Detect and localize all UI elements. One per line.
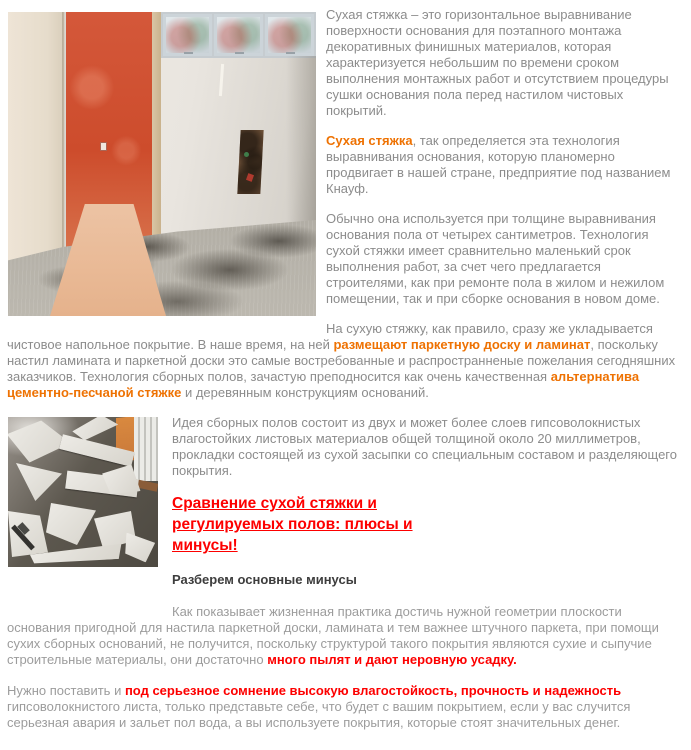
photo-cabinet-door xyxy=(265,14,314,56)
photo-board-shard xyxy=(16,463,62,501)
photo-hole-debris xyxy=(244,152,249,157)
article-section-intro xyxy=(7,7,684,415)
paragraph-minus-moisture xyxy=(7,683,684,731)
photo-door-jamb xyxy=(152,12,161,270)
broken-gypsum-boards-photo xyxy=(8,417,158,567)
text-segment: альтернатива цементно-песчаной стяжке xyxy=(7,369,640,400)
text-segment: под серьезное сомнение высокую влагостойкость, прочность и надежность xyxy=(124,683,622,698)
room-renovation-photo xyxy=(8,12,316,316)
text-segment: Сухая стяжка – это горизонтальное выравнивание поверхности основания для поэтапного монтажа декоративных финишных материалов, которая характеризуется небольшим по времени сроком выполнения монтажных работ и отсутствием процедуры сушки основания пола перед настилом чистовых покрытий. xyxy=(326,7,669,118)
photo-wall-shadow xyxy=(286,56,316,226)
comparison-heading-link[interactable]: Сравнение сухой стяжки и регулируемых полов: плюсы и минусы! xyxy=(172,495,413,554)
text-segment: много пылят и дают неровную усадку. xyxy=(267,652,517,667)
photo-board-shard xyxy=(8,511,48,557)
photo-board-shard xyxy=(46,503,96,545)
paragraph-minus-dust xyxy=(7,604,684,668)
paragraph-finish-cover xyxy=(7,321,684,401)
text-segment: На сухую стяжку, как правило, сразу же укладывается чистовое напольное покрытие. В наше время, на ней xyxy=(7,321,653,352)
text-segment: Обычно она используется при толщине выравнивания основания пола от четырех сантиметров. Технология сухой стяжки имеет сравнительно маленький срок выполнения работ, за счет чего предлагается строителями, как при ремонте пола в жилом и нежилом помещении, так и при сборке основания в новом доме. xyxy=(326,211,665,306)
text-segment: Идея сборных полов состоит из двух и может более слоев гипсоволокнистых влагостойких листовых материалов общей толщиной около 20 миллиметров, прокладки состоящей из сухой засыпки со специальным составом и разделяющего покрытия. xyxy=(172,415,677,478)
photo-light-switch xyxy=(100,142,107,151)
text-segment: и деревянным конструкциям оснований. xyxy=(181,385,429,400)
photo-wall-hole xyxy=(237,130,263,194)
text-segment: , поскольку настил ламината и паркетной доски это самые востребованные и распространненые пожелания сегодняшних заказчиков. Технология сборных полов, зачастую преподносится как очень качественная xyxy=(7,337,676,384)
article xyxy=(7,7,684,746)
photo-wall-cabinets xyxy=(161,12,316,58)
photo-cabinet-door xyxy=(214,14,263,56)
text-segment: гипсоволокнистого листа, только представьте себе, что будет с вашим покрытием, если у вас случится серьезная авария и зальет пол вода, а вы используете покрытия, которые стоят значительных денег. xyxy=(7,699,631,730)
minuses-subheading: Разберем основные минусы xyxy=(172,572,357,587)
photo-cabinet-door xyxy=(163,14,212,56)
text-segment: , так определяется эта технология выравнивания основания, которую планомерно продвигает в нашей стране, предприятие под названием Кнауф. xyxy=(326,133,671,196)
photo-radiator xyxy=(134,417,158,481)
photo-board-shard xyxy=(122,533,156,564)
text-segment: Сухая стяжка xyxy=(326,133,413,148)
text-segment: Нужно поставить и xyxy=(7,683,125,698)
article-section-minuses xyxy=(7,415,684,746)
text-segment: Как показывает жизненная практика достичь нужной геометрии плоскости основания пригодной для настила паркетной доски, ламината и тем важнее штучного паркета, при помощи сухих сборных оснований, не получится, поскольку структурой такого покрытия являются сухие и сыпучие строительные материалы, они достаточно xyxy=(7,604,659,667)
text-segment: размещают паркетную доску и ламинат xyxy=(333,337,591,352)
photo-light-streak xyxy=(219,64,224,96)
